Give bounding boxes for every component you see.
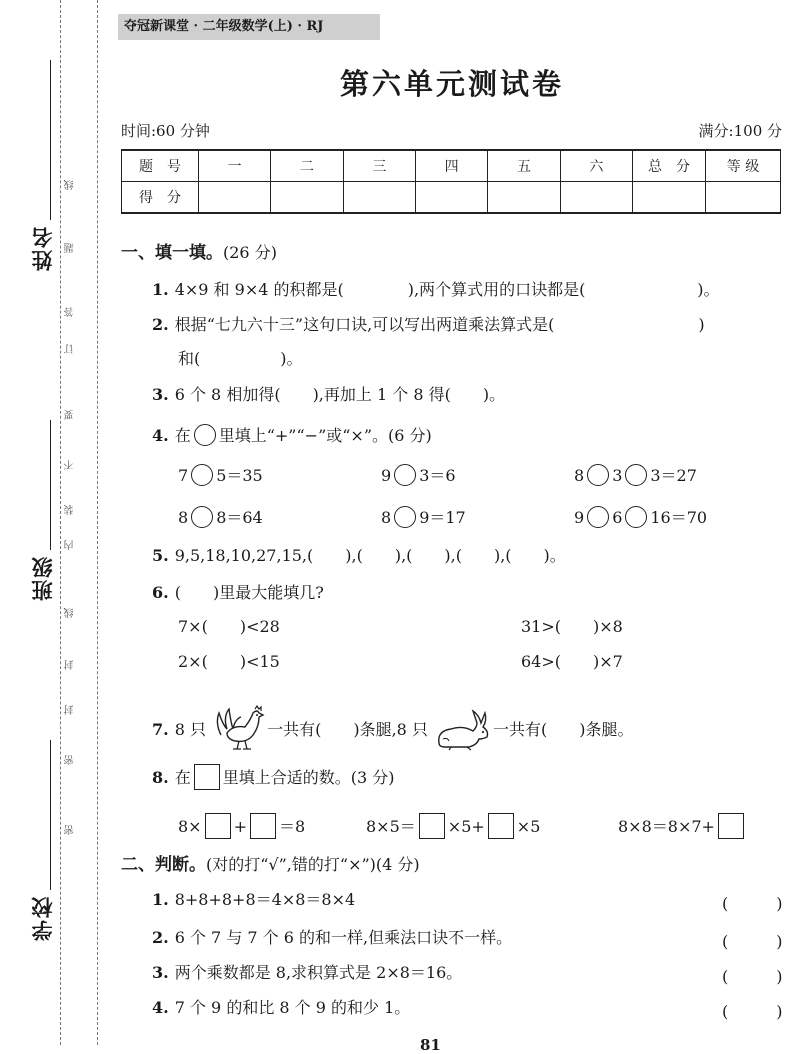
answer-box[interactable] [488, 813, 514, 839]
answer-box[interactable] [419, 813, 445, 839]
equation-part: 8×8＝8×7+ [618, 817, 715, 836]
judgement-item [152, 889, 355, 911]
answer-parentheses[interactable]: ( ) [722, 1002, 783, 1021]
judgement-item [152, 997, 410, 1019]
operator-circle-input[interactable] [625, 464, 647, 486]
seal-char: 封 [65, 705, 76, 715]
margin-dashed-line-inner [97, 0, 98, 1045]
question-text: 在 [174, 768, 191, 787]
question-number: 6. [152, 583, 169, 602]
equation-part: ×5+ [447, 817, 485, 836]
inequality-item: 7×( )<28 [178, 617, 280, 636]
score-input-cell[interactable] [415, 182, 487, 214]
equation-part: ×5 [516, 817, 541, 836]
section-2-heading [121, 854, 420, 876]
seal-char: 密 [65, 755, 76, 765]
score-table-score-row [122, 182, 781, 214]
equation-part: + [233, 817, 247, 836]
operator-item [574, 464, 697, 487]
operand: 9 [574, 508, 585, 527]
operator-item [574, 506, 707, 529]
seal-char: 线 [65, 180, 76, 190]
question-number: 3. [152, 385, 169, 404]
operand: 5＝35 [216, 466, 263, 485]
question-6 [152, 582, 324, 604]
margin-dashed-line-outer [60, 0, 61, 1045]
operator-circle-input[interactable] [587, 464, 609, 486]
operator-circle-input[interactable] [587, 506, 609, 528]
school-label: 学校 [31, 895, 55, 941]
seal-char: 装 [65, 505, 76, 515]
operand: 3＝27 [650, 466, 697, 485]
square-symbol [194, 764, 220, 790]
question-2 [152, 314, 705, 336]
table-cell: 一 [199, 150, 271, 182]
question-4 [152, 424, 432, 447]
book-header-tag: 夺冠新课堂 · 二年级数学(上) · RJ [118, 14, 380, 40]
operand: 9 [381, 466, 392, 485]
question-number: 4. [152, 426, 169, 445]
rooster-icon [211, 705, 267, 751]
question-number: 4. [152, 998, 169, 1017]
operand: 3＝6 [419, 466, 456, 485]
question-number: 2. [152, 315, 169, 334]
question-number: 8. [152, 768, 169, 787]
judgement-item [152, 927, 512, 949]
question-number: 5. [152, 546, 169, 565]
section-2-title: 二、判断。 [121, 855, 206, 875]
answer-box[interactable] [205, 813, 231, 839]
page-number: 81 [420, 1036, 441, 1054]
question-number: 7. [152, 720, 169, 739]
time-limit: 时间:60 分钟 [121, 122, 210, 140]
question-7 [152, 705, 634, 751]
table-cell: 得 分 [122, 182, 199, 214]
seal-char: 答 [65, 307, 76, 317]
question-3 [152, 384, 505, 406]
inequality-item: 64>( )×7 [521, 652, 623, 671]
question-text: 9,5,18,10,27,15,( ),( ),( ),( ),( )。 [174, 546, 566, 565]
table-cell: 题 号 [122, 150, 199, 182]
operator-circle-input[interactable] [191, 506, 213, 528]
answer-box[interactable] [250, 813, 276, 839]
operand: 3 [612, 466, 623, 485]
score-input-cell[interactable] [488, 182, 560, 214]
question-number: 1. [152, 890, 169, 909]
operand: 9＝17 [419, 508, 466, 527]
operand: 8 [381, 508, 392, 527]
section-1-title: 一、填一填。 [121, 243, 223, 263]
question-text: 在 [174, 426, 191, 445]
judgement-item [152, 962, 462, 984]
question-text: 两个乘数都是 8,求积算式是 2×8＝16。 [174, 963, 463, 982]
question-text: 根据“七九六十三”这句口诀,可以写出两道乘法算式是( ) [174, 315, 705, 334]
school-blank[interactable] [50, 740, 51, 890]
fill-equation [618, 813, 747, 839]
class-label: 班级 [31, 555, 55, 601]
operator-item [381, 506, 466, 529]
rabbit-icon [433, 709, 493, 751]
equation-part: 8×5＝ [366, 817, 416, 836]
question-text: 4×9 和 9×4 的积都是( ),两个算式用的口诀都是( )。 [174, 280, 720, 299]
operator-circle-input[interactable] [625, 506, 647, 528]
class-blank[interactable] [50, 420, 51, 550]
page-title: 第六单元测试卷 [339, 67, 564, 101]
question-text: 8 只 [174, 720, 206, 739]
score-input-cell[interactable] [271, 182, 343, 214]
question-text: ( )里最大能填几? [174, 583, 324, 602]
question-text: 7 个 9 的和比 8 个 9 的和少 1。 [174, 998, 411, 1017]
section-1-heading [121, 242, 277, 264]
table-cell: 等 级 [706, 150, 781, 182]
operator-circle-input[interactable] [191, 464, 213, 486]
operator-item [381, 464, 456, 487]
question-text: 里填上“+”“−”或“×”。(6 分) [218, 426, 432, 445]
question-2-line-2: 和( )。 [178, 349, 303, 368]
circle-symbol [194, 424, 216, 446]
table-cell: 二 [271, 150, 343, 182]
question-text: 一共有( )条腿,8 只 [267, 720, 428, 739]
table-cell: 四 [415, 150, 487, 182]
question-number: 2. [152, 928, 169, 947]
question-text: 里填上合适的数。(3 分) [222, 768, 395, 787]
score-table-header-row [122, 150, 781, 182]
fill-equation [366, 813, 540, 839]
fill-equation [178, 813, 305, 839]
answer-box[interactable] [718, 813, 744, 839]
seal-char: 密 [65, 825, 76, 835]
inequality-item: 2×( )<15 [178, 652, 280, 671]
operand: 6 [612, 508, 623, 527]
score-input-cell[interactable] [343, 182, 415, 214]
section-1-points: (26 分) [223, 243, 277, 262]
table-cell: 三 [343, 150, 415, 182]
question-text: 6 个 7 与 7 个 6 的和一样,但乘法口诀不一样。 [174, 928, 513, 947]
score-input-cell[interactable] [706, 182, 781, 214]
seal-char: 内 [65, 540, 76, 550]
answer-parentheses[interactable]: ( ) [722, 932, 783, 951]
operator-item [178, 464, 263, 487]
operator-circle-input[interactable] [394, 464, 416, 486]
seal-char: 订 [65, 344, 76, 354]
question-text: 一共有( )条腿。 [493, 720, 634, 739]
inequality-item: 31>( )×8 [521, 617, 623, 636]
question-1 [152, 279, 720, 301]
seal-char: 不 [65, 460, 76, 470]
score-input-cell[interactable] [199, 182, 271, 214]
operand: 16＝70 [650, 508, 708, 527]
question-5 [152, 545, 566, 567]
question-text: 8+8+8+8＝4×8＝8×4 [174, 890, 356, 909]
seal-char: 题 [65, 243, 76, 253]
operand: 7 [178, 466, 189, 485]
section-2-note: (对的打“√”,错的打“×”)(4 分) [206, 855, 420, 874]
seal-char: 封 [65, 660, 76, 670]
equation-part: ＝8 [279, 817, 306, 836]
table-cell: 总 分 [633, 150, 706, 182]
operand: 8 [178, 508, 189, 527]
equation-part: 8× [178, 817, 202, 836]
seal-char: 要 [65, 410, 76, 420]
score-table [121, 149, 781, 214]
operand: 8＝64 [216, 508, 263, 527]
answer-parentheses[interactable]: ( ) [722, 967, 783, 986]
question-number: 1. [152, 280, 169, 299]
answer-parentheses[interactable]: ( ) [722, 894, 783, 913]
score-input-cell[interactable] [633, 182, 706, 214]
full-score: 满分:100 分 [698, 122, 782, 140]
table-cell: 五 [488, 150, 560, 182]
table-cell: 六 [560, 150, 632, 182]
question-8 [152, 764, 394, 790]
question-text: 6 个 8 相加得( ),再加上 1 个 8 得( )。 [174, 385, 506, 404]
operator-item [178, 506, 263, 529]
score-input-cell[interactable] [560, 182, 632, 214]
operator-circle-input[interactable] [394, 506, 416, 528]
question-number: 3. [152, 963, 169, 982]
operand: 8 [574, 466, 585, 485]
name-label: 姓名 [31, 225, 55, 271]
seal-char: 线 [65, 608, 76, 618]
